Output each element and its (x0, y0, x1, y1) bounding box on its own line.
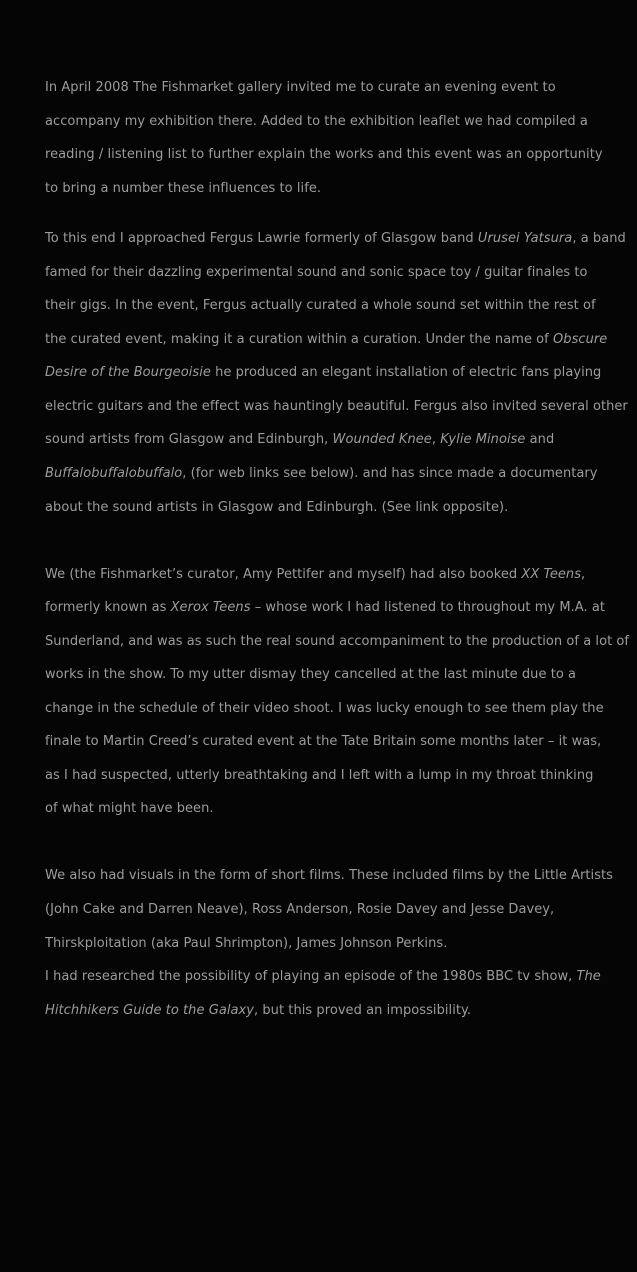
italic-title: Desire of the Bourgeoisie (45, 365, 211, 381)
text-segment: We (the Fishmarket’s curator, Amy Pettifer and myself) had also booked (45, 566, 522, 582)
text-line (45, 692, 607, 726)
text-segment: In April 2008 The Fishmarket gallery invited me to curate an evening event to (45, 80, 556, 95)
text-segment: , (431, 432, 441, 448)
text-segment: as I had suspected, utterly breathtaking and I left with a lump in my throat thinking (45, 767, 594, 783)
text-line (45, 390, 628, 424)
paragraph-spacer (45, 205, 607, 222)
text-line (45, 289, 607, 323)
text-segment: Thirskploitation (aka Paul Shrimpton), James Johnson Perkins. (45, 935, 448, 951)
text-segment: , a band (572, 231, 626, 247)
text-line (45, 725, 607, 759)
italic-title: Urusei Yatsura (477, 231, 573, 247)
text-line (45, 558, 607, 592)
text-line (45, 491, 607, 525)
text-line (45, 927, 607, 961)
text-line (45, 423, 607, 457)
text-line (45, 591, 607, 625)
italic-title: Kylie Minoise (440, 432, 526, 448)
text-segment: of what might have been. (45, 801, 214, 817)
text-segment: about the sound artists in Glasgow and Edinburgh. (See link opposite). (45, 499, 509, 515)
text-line (45, 893, 607, 927)
text-segment: (John Cake and Darren Neave), Ross Anderson, Rosie Davey and Jesse Davey, (45, 902, 555, 918)
text-segment: , but this proved an impossibility. (254, 1002, 472, 1018)
text-segment: and (525, 432, 555, 448)
text-line (45, 859, 614, 893)
text-line (45, 994, 607, 1028)
text-line (45, 172, 607, 206)
text-segment: formerly known as (45, 600, 171, 616)
text-segment: To this end I approached Fergus Lawrie formerly of Glasgow band (45, 231, 478, 247)
text-line (45, 457, 607, 491)
text-segment: finale to Martin Creed’s curated event at the Tate Britain some months later – it was, (45, 734, 602, 750)
paragraph-spacer (45, 524, 607, 558)
text-segment: works in the show. To my utter dismay they cancelled at the last minute due to a (45, 667, 577, 683)
italic-title: Xerox Teens (170, 600, 251, 616)
text-line (45, 792, 607, 826)
text-line (45, 960, 607, 994)
text-segment: change in the schedule of their video shoot. I was lucky enough to see them play the (45, 700, 604, 716)
italic-title: The (576, 969, 601, 985)
italic-title: Wounded Knee (332, 432, 432, 448)
italic-title: Obscure (553, 331, 608, 347)
paragraph-spacer (45, 826, 607, 860)
text-segment: , (for web links see below). and has since made a documentary (182, 466, 598, 482)
italic-title: Hitchhikers Guide to the Galaxy (45, 1002, 255, 1018)
text-segment: electric guitars and the effect was hauntingly beautiful. Fergus also invited several other (45, 398, 628, 414)
text-segment: , (581, 566, 586, 582)
article-body (45, 71, 630, 1027)
text-segment: I had researched the possibility of playing an episode of the 1980s BBC tv show, (45, 969, 577, 985)
text-segment: to bring a number these influences to life. (45, 180, 322, 196)
text-segment: famed for their dazzling experimental sound and sonic space toy / guitar finales to (45, 264, 588, 280)
text-line (45, 356, 607, 390)
paragraph (45, 558, 630, 826)
text-line (45, 256, 607, 290)
text-line (45, 71, 607, 105)
text-segment: – whose work I had listened to throughout my M.A. at (250, 600, 606, 616)
text-segment: accompany my exhibition there. Added to the exhibition leaflet we had compiled a (45, 113, 588, 129)
text-segment: We also had visuals in the form of short films. These included films by the Little Artists (45, 868, 614, 884)
text-line (45, 138, 607, 172)
text-segment: their gigs. In the event, Fergus actually curated a whole sound set within the rest of (45, 298, 596, 314)
text-line (45, 658, 607, 692)
paragraph (45, 222, 628, 524)
italic-title: XX Teens (521, 566, 582, 582)
text-line (45, 323, 607, 357)
italic-title: Buffalobuffalobuffalo (45, 466, 183, 482)
paragraph (45, 71, 607, 205)
text-line (45, 222, 626, 256)
text-segment: the curated event, making it a curation within a curation. Under the name of (45, 331, 553, 347)
text-segment: he produced an elegant installation of electric fans playing (210, 365, 602, 381)
text-line (45, 105, 607, 139)
text-line (45, 759, 607, 793)
text-segment: reading / listening list to further explain the works and this event was an opportunity (45, 147, 603, 163)
text-segment: sound artists from Glasgow and Edinburgh, (45, 432, 333, 448)
paragraph (45, 859, 614, 1027)
text-segment: Sunderland, and was as such the real sound accompaniment to the production of a lot of (45, 633, 630, 649)
text-line (45, 625, 630, 659)
